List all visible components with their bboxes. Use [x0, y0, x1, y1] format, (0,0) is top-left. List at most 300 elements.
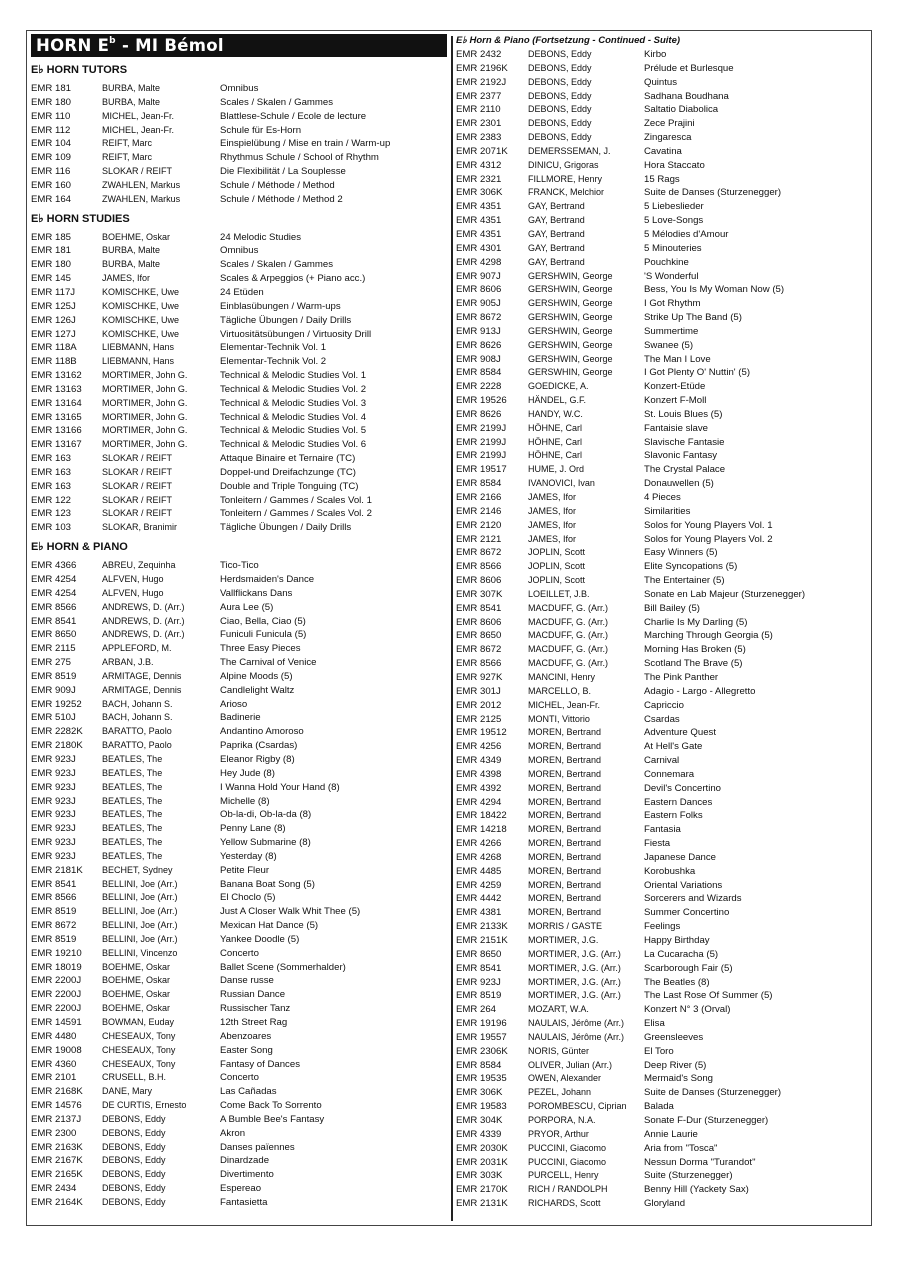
- work-title: Schule / Méthode / Method: [220, 179, 335, 191]
- catalog-number: EMR 2120: [456, 519, 502, 531]
- catalog-number: EMR 8606: [456, 284, 502, 296]
- catalog-number: EMR 4256: [456, 741, 502, 753]
- work-title: Technical & Melodic Studies Vol. 6: [220, 439, 367, 451]
- composer: LOEILLET, J.B.: [528, 588, 590, 599]
- composer: DEBONS, Eddy: [528, 118, 592, 129]
- composer: MACDUFF, G. (Arr.): [528, 644, 608, 655]
- catalog-row: [31, 559, 447, 573]
- catalog-row: [31, 314, 447, 328]
- work-title: Similarities: [644, 505, 691, 517]
- catalog-row: [31, 795, 447, 809]
- catalog-row: [456, 422, 868, 436]
- composer: BARATTO, Paolo: [102, 726, 172, 737]
- work-title: Suite (Sturzenegger): [644, 1170, 733, 1182]
- catalog-number: EMR 923J: [31, 753, 76, 765]
- work-title: Kirbo: [644, 49, 667, 60]
- composer: APPLEFORD, M.: [102, 643, 172, 654]
- catalog-number: EMR 112: [31, 124, 71, 136]
- work-title: Vallflickans Dans: [220, 587, 293, 599]
- catalog-number: EMR 2383: [456, 132, 502, 144]
- catalog-number: EMR 8519: [456, 990, 502, 1002]
- catalog-row: [31, 1196, 447, 1210]
- composer: MONTI, Vittorio: [528, 713, 590, 724]
- catalog-row: [456, 297, 868, 311]
- catalog-number: EMR 145: [31, 273, 71, 285]
- catalog-row: [456, 989, 868, 1003]
- composer: GAY, Bertrand: [528, 242, 585, 253]
- composer: JAMES, Ifor: [528, 492, 577, 502]
- work-title: Virtuositätsübungen / Virtuosity Drill: [220, 328, 372, 340]
- catalog-number: EMR 4254: [31, 587, 77, 599]
- composer: HÄNDEL, G.F.: [528, 395, 587, 406]
- composer: PURCELL, Henry: [528, 1170, 599, 1181]
- catalog-row: [456, 865, 868, 879]
- catalog-row: [456, 671, 868, 685]
- catalog-number: EMR 123: [31, 508, 71, 520]
- catalog-row: [31, 1127, 447, 1141]
- composer: GERSHWIN, George: [528, 270, 613, 281]
- composer: PORPORA, N.A.: [528, 1114, 596, 1125]
- catalog-number: EMR 19526: [456, 395, 507, 407]
- work-title: Yankee Doodle (5): [220, 933, 300, 945]
- catalog-row: [31, 1141, 447, 1155]
- composer: MOREN, Bertrand: [528, 727, 602, 738]
- composer: HANDY, W.C.: [528, 408, 583, 419]
- composer: DEBONS, Eddy: [528, 90, 592, 101]
- work-title: Scales & Arpeggios (+ Piano acc.): [220, 273, 366, 285]
- catalog-row: [456, 117, 868, 131]
- work-title: Csardas: [644, 713, 680, 725]
- catalog-number: EMR 2115: [31, 643, 76, 655]
- catalog-row: [456, 145, 868, 159]
- catalog-row: [456, 1017, 868, 1031]
- work-title: The Carnival of Venice: [220, 657, 317, 669]
- catalog-number: EMR 4480: [31, 1030, 77, 1042]
- catalog-number: EMR 125J: [31, 300, 76, 312]
- catalog-row: [31, 573, 447, 587]
- work-title: St. Louis Blues (5): [644, 408, 723, 420]
- composer: ANDREWS, D. (Arr.): [102, 629, 185, 640]
- catalog-row: [456, 325, 868, 339]
- work-title: Divertimento: [220, 1169, 274, 1181]
- catalog-row: [31, 193, 447, 207]
- column-divider: [451, 36, 453, 1221]
- composer: MORRIS / GASTE: [528, 921, 603, 932]
- catalog-row: [31, 452, 447, 466]
- section-heading: E♭ HORN STUDIES: [31, 212, 130, 225]
- catalog-number: EMR 2133K: [456, 921, 508, 933]
- composer: KOMISCHKE, Uwe: [102, 300, 180, 311]
- work-title: Zingaresca: [644, 132, 692, 144]
- catalog-number: EMR 8519: [31, 933, 77, 945]
- work-title: Easter Song: [220, 1044, 273, 1056]
- work-title: I Got Rhythm: [644, 298, 701, 310]
- composer: GERSHWIN, George: [528, 298, 613, 309]
- catalog-row: [456, 754, 868, 768]
- composer: MOREN, Bertrand: [528, 768, 602, 779]
- composer: CHESEAUX, Tony: [102, 1044, 176, 1055]
- catalog-row: [456, 1086, 868, 1100]
- composer: RICHARDS, Scott: [528, 1198, 601, 1209]
- catalog-row: [31, 244, 447, 258]
- catalog-number: EMR 2170K: [456, 1184, 508, 1196]
- work-title: Tägliche Übungen / Daily Drills: [220, 314, 352, 326]
- catalog-number: EMR 2131K: [456, 1198, 508, 1210]
- catalog-row: [31, 808, 447, 822]
- catalog-number: EMR 13164: [31, 397, 82, 409]
- work-title: Bill Bailey (5): [644, 602, 700, 614]
- work-title: Konzert-Etüde: [644, 381, 706, 393]
- catalog-row: [31, 1071, 447, 1085]
- catalog-number: EMR 2165K: [31, 1169, 83, 1181]
- catalog-number: EMR 8566: [31, 892, 77, 904]
- catalog-number: EMR 2377: [456, 90, 502, 102]
- left-column: [31, 34, 447, 1210]
- catalog-number: EMR 8541: [31, 878, 77, 890]
- catalog-number: EMR 160: [31, 179, 71, 191]
- work-title: Cavatina: [644, 145, 682, 157]
- catalog-number: EMR 2306K: [456, 1045, 508, 1057]
- catalog-row: [456, 1183, 868, 1197]
- composer: ZWAHLEN, Markus: [102, 179, 181, 190]
- catalog-row: [456, 782, 868, 796]
- catalog-number: EMR 2321: [456, 173, 502, 185]
- catalog-number: EMR 180: [31, 96, 71, 108]
- composer: MOREN, Bertrand: [528, 907, 602, 918]
- catalog-number: EMR 2301: [456, 118, 502, 130]
- catalog-row: [31, 891, 447, 905]
- work-title: Michelle (8): [220, 795, 270, 807]
- composer: JAMES, Ifor: [528, 505, 577, 516]
- catalog-number: EMR 2200J: [31, 989, 82, 1001]
- work-title: Aria from "Tosca": [644, 1142, 718, 1154]
- work-title: Alpine Moods (5): [220, 670, 293, 682]
- catalog-row: [456, 1128, 868, 1142]
- catalog-row: [31, 328, 447, 342]
- work-title: Technical & Melodic Studies Vol. 2: [220, 383, 367, 395]
- catalog-row: [456, 505, 868, 519]
- work-title: Concerto: [220, 947, 259, 959]
- catalog-number: EMR 13165: [31, 411, 82, 423]
- work-title: Solos for Young Players Vol. 2: [644, 533, 773, 545]
- work-title: Ballet Scene (Sommerhalder): [220, 961, 346, 973]
- composer: JAMES, Ifor: [528, 519, 577, 530]
- work-title: Espereao: [220, 1183, 262, 1195]
- catalog-row: [31, 947, 447, 961]
- work-title: Eleanor Rigby (8): [220, 753, 295, 765]
- work-title: Russischer Tanz: [220, 1003, 291, 1015]
- composer: NORIS, Günter: [528, 1045, 590, 1056]
- catalog-row: [31, 974, 447, 988]
- composer: BELLINI, Joe (Arr.): [102, 892, 178, 903]
- work-title: Feelings: [644, 921, 681, 933]
- catalog-row: [456, 809, 868, 823]
- composer: GAY, Bertrand: [528, 215, 585, 226]
- catalog-row: [31, 1182, 447, 1196]
- catalog-row: [456, 796, 868, 810]
- catalog-number: EMR 2125: [456, 713, 502, 725]
- catalog-number: EMR 2110: [456, 104, 501, 116]
- catalog-row: [456, 1100, 868, 1114]
- work-title: Technical & Melodic Studies Vol. 1: [220, 370, 367, 382]
- catalog-row: [456, 699, 868, 713]
- work-title: Saltatio Diabolica: [644, 104, 719, 116]
- catalog-row: [456, 629, 868, 643]
- work-title: Annie Laurie: [644, 1128, 698, 1140]
- catalog-row: [456, 408, 868, 422]
- catalog-number: EMR 110: [31, 110, 71, 122]
- catalog-row: [456, 339, 868, 353]
- catalog-row: [456, 62, 868, 76]
- catalog-number: EMR 4485: [456, 865, 502, 877]
- composer: BOEHME, Oskar: [102, 975, 171, 986]
- catalog-row: [456, 131, 868, 145]
- composer: OWEN, Alexander: [528, 1073, 602, 1084]
- catalog-row: [456, 602, 868, 616]
- catalog-number: EMR 4351: [456, 228, 502, 240]
- catalog-number: EMR 4360: [31, 1058, 77, 1070]
- composer: SLOKAR / REIFT: [102, 480, 173, 491]
- composer: PEZEL, Johann: [528, 1087, 592, 1098]
- work-title: Scales / Skalen / Gammes: [220, 96, 334, 108]
- work-title: Capriccio: [644, 699, 684, 711]
- catalog-row: [31, 521, 447, 535]
- catalog-number: EMR 2146: [456, 505, 502, 517]
- catalog-row: [31, 725, 447, 739]
- work-title: I Got Plenty O' Nuttin' (5): [644, 367, 751, 379]
- catalog-row: [31, 124, 447, 138]
- composer: DEBONS, Eddy: [102, 1155, 166, 1166]
- catalog-number: EMR 126J: [31, 314, 76, 326]
- catalog-row: [456, 643, 868, 657]
- catalog-number: EMR 127J: [31, 328, 76, 340]
- catalog-row: [456, 934, 868, 948]
- catalog-number: EMR 4366: [31, 560, 77, 572]
- composer: MORTIMER, John G.: [102, 439, 188, 450]
- work-title: Suite de Danses (Sturzenegger): [644, 187, 782, 199]
- composer: BELLINI, Joe (Arr.): [102, 906, 178, 917]
- work-title: Konzert N° 3 (Orval): [644, 1004, 731, 1016]
- catalog-number: EMR 4442: [456, 893, 502, 905]
- work-title: Yesterday (8): [220, 850, 277, 862]
- composer: OLIVER, Julian (Arr.): [528, 1059, 613, 1070]
- composer: MORTIMER, John G.: [102, 370, 188, 381]
- work-title: Scotland The Brave (5): [644, 658, 743, 670]
- catalog-number: EMR 117J: [31, 286, 76, 298]
- catalog-row: [31, 137, 447, 151]
- composer: SLOKAR / REIFT: [102, 453, 173, 464]
- catalog-number: EMR 13167: [31, 439, 82, 451]
- catalog-number: EMR 2167K: [31, 1155, 83, 1167]
- work-title: Happy Birthday: [644, 935, 710, 946]
- work-title: Schule / Méthode / Method 2: [220, 193, 343, 205]
- work-title: Tonleitern / Gammes / Scales Vol. 2: [220, 508, 372, 520]
- catalog-number: EMR 19557: [456, 1031, 507, 1043]
- composer: MICHEL, Jean-Fr.: [102, 124, 175, 135]
- work-title: Fantasy of Dances: [220, 1058, 300, 1070]
- catalog-number: EMR 303K: [456, 1170, 503, 1182]
- catalog-number: EMR 13163: [31, 383, 82, 395]
- catalog-number: EMR 923J: [456, 976, 501, 988]
- catalog-row: [31, 397, 447, 411]
- composer: GAY, Bertrand: [528, 201, 585, 212]
- catalog-row: [31, 822, 447, 836]
- catalog-row: [31, 151, 447, 165]
- catalog-row: [456, 256, 868, 270]
- work-title: The Pink Panther: [644, 671, 719, 683]
- work-title: Elementar-Technik Vol. 2: [220, 356, 327, 368]
- work-title: At Hell's Gate: [644, 741, 703, 753]
- catalog-number: EMR 185: [31, 231, 71, 243]
- catalog-number: EMR 2163K: [31, 1141, 83, 1153]
- catalog-number: EMR 104: [31, 138, 71, 150]
- catalog-row: [456, 685, 868, 699]
- work-title: Danses païennes: [220, 1141, 295, 1153]
- work-title: Funiculi Funicula (5): [220, 629, 307, 641]
- catalog-number: EMR 2300: [31, 1127, 77, 1139]
- catalog-number: EMR 4312: [456, 159, 502, 171]
- composer: LIEBMANN, Hans: [102, 342, 175, 353]
- catalog-row: [456, 200, 868, 214]
- catalog-number: EMR 2180K: [31, 740, 83, 752]
- composer: DEBONS, Eddy: [528, 132, 592, 143]
- composer: JOPLIN, Scott: [528, 547, 586, 558]
- composer: BOEHME, Oskar: [102, 1003, 171, 1014]
- catalog-number: EMR 164: [31, 193, 71, 205]
- catalog-number: EMR 118A: [31, 342, 77, 354]
- catalog-number: EMR 8672: [456, 312, 502, 324]
- work-title: The Crystal Palace: [644, 464, 726, 476]
- catalog-row: [456, 1045, 868, 1059]
- catalog-number: EMR 19512: [456, 727, 507, 739]
- composer: DEBONS, Eddy: [528, 62, 592, 73]
- catalog-number: EMR 4301: [456, 242, 502, 254]
- catalog-row: [456, 283, 868, 297]
- catalog-row: [456, 713, 868, 727]
- composer: JAMES, Ifor: [102, 273, 151, 284]
- work-title: Candlelight Waltz: [220, 684, 295, 696]
- catalog-row: [456, 1114, 868, 1128]
- work-title: 5 Mélodies d'Amour: [644, 228, 729, 240]
- composer: REIFT, Marc: [102, 138, 153, 149]
- catalog-row: [456, 546, 868, 560]
- composer: DEBONS, Eddy: [102, 1113, 166, 1124]
- catalog-number: EMR 122: [31, 494, 71, 506]
- catalog-row: [456, 477, 868, 491]
- catalog-number: EMR 923J: [31, 823, 76, 835]
- composer: ANDREWS, D. (Arr.): [102, 615, 185, 626]
- catalog-number: EMR 2166: [456, 492, 502, 503]
- composer: BELLINI, Joe (Arr.): [102, 878, 178, 889]
- composer: HUME, J. Ord: [528, 464, 585, 475]
- composer: MOREN, Bertrand: [528, 879, 602, 890]
- catalog-number: EMR 163: [31, 466, 71, 478]
- catalog-row: [31, 753, 447, 767]
- work-title: Korobushka: [644, 865, 696, 877]
- composer: MOREN, Bertrand: [528, 865, 602, 876]
- catalog-number: EMR 2199J: [456, 450, 507, 462]
- catalog-number: EMR 2228: [456, 381, 502, 393]
- catalog-number: EMR 8584: [456, 1059, 502, 1071]
- catalog-row: [31, 587, 447, 601]
- composer: KOMISCHKE, Uwe: [102, 286, 180, 297]
- work-title: Elite Syncopations (5): [644, 561, 738, 573]
- catalog-number: EMR 923J: [31, 809, 76, 821]
- catalog-row: [456, 173, 868, 187]
- work-title: Oriental Variations: [644, 879, 723, 891]
- work-title: La Cucaracha (5): [644, 948, 719, 960]
- work-title: Connemara: [644, 768, 695, 780]
- catalog-number: EMR 4351: [456, 201, 502, 213]
- composer: PUCCINI, Giacomo: [528, 1156, 607, 1167]
- catalog-number: EMR 2164K: [31, 1196, 83, 1208]
- catalog-row: [456, 837, 868, 851]
- catalog-number: EMR 2030K: [456, 1142, 508, 1154]
- composer: JAMES, Ifor: [528, 533, 577, 544]
- work-title: Einblasübungen / Warm-ups: [220, 300, 341, 312]
- catalog-number: EMR 2200J: [31, 975, 82, 987]
- work-title: Omnibus: [220, 245, 259, 257]
- catalog-row: [456, 353, 868, 367]
- catalog-number: EMR 909J: [31, 684, 76, 696]
- catalog-row: [31, 341, 447, 355]
- catalog-number: EMR 923J: [31, 837, 76, 849]
- composer: JOPLIN, Scott: [528, 575, 586, 586]
- catalog-row: [456, 90, 868, 104]
- catalog-row: [456, 1003, 868, 1017]
- catalog-number: EMR 4254: [31, 574, 77, 585]
- catalog-row: [456, 560, 868, 574]
- catalog-number: EMR 4298: [456, 256, 502, 268]
- catalog-row: [456, 394, 868, 408]
- composer: MORTIMER, J.G.: [528, 935, 599, 945]
- catalog-number: EMR 8606: [456, 575, 502, 587]
- catalog-number: EMR 8566: [456, 561, 502, 573]
- catalog-row: [31, 355, 447, 369]
- catalog-row: [456, 962, 868, 976]
- catalog-number: EMR 8541: [31, 615, 77, 627]
- catalog-number: EMR 14576: [31, 1100, 82, 1112]
- composer: BURBA, Malte: [102, 83, 161, 93]
- catalog-row: [456, 449, 868, 463]
- catalog-number: EMR 181: [31, 245, 71, 257]
- composer: POROMBESCU, Ciprian: [528, 1101, 627, 1112]
- catalog-number: EMR 13162: [31, 370, 82, 382]
- work-title: Russian Dance: [220, 989, 286, 1001]
- catalog-row: [31, 878, 447, 892]
- work-title: Fantasietta: [220, 1196, 268, 1208]
- work-title: Danse russe: [220, 975, 274, 987]
- catalog-row: [31, 507, 447, 521]
- catalog-row: [31, 494, 447, 508]
- composer: LIEBMANN, Hans: [102, 356, 175, 367]
- composer: MORTIMER, John G.: [102, 425, 188, 436]
- catalog-row: [31, 1168, 447, 1182]
- composer: CHESEAUX, Tony: [102, 1058, 176, 1069]
- composer: MOREN, Bertrand: [528, 782, 602, 793]
- work-title: Sadhana Boudhana: [644, 90, 729, 102]
- catalog-number: EMR 163: [31, 480, 71, 492]
- work-title: Nessun Dorma "Turandot": [644, 1156, 756, 1168]
- section-heading: E♭ HORN & PIANO: [31, 541, 128, 554]
- composer: BELLINI, Joe (Arr.): [102, 920, 178, 931]
- work-title: Marching Through Georgia (5): [644, 630, 773, 642]
- catalog-number: EMR 8626: [456, 339, 502, 351]
- catalog-number: EMR 2200J: [31, 1003, 82, 1015]
- catalog-row: [456, 242, 868, 256]
- work-title: 5 Minouteries: [644, 242, 702, 254]
- work-title: Tico-Tico: [220, 560, 259, 572]
